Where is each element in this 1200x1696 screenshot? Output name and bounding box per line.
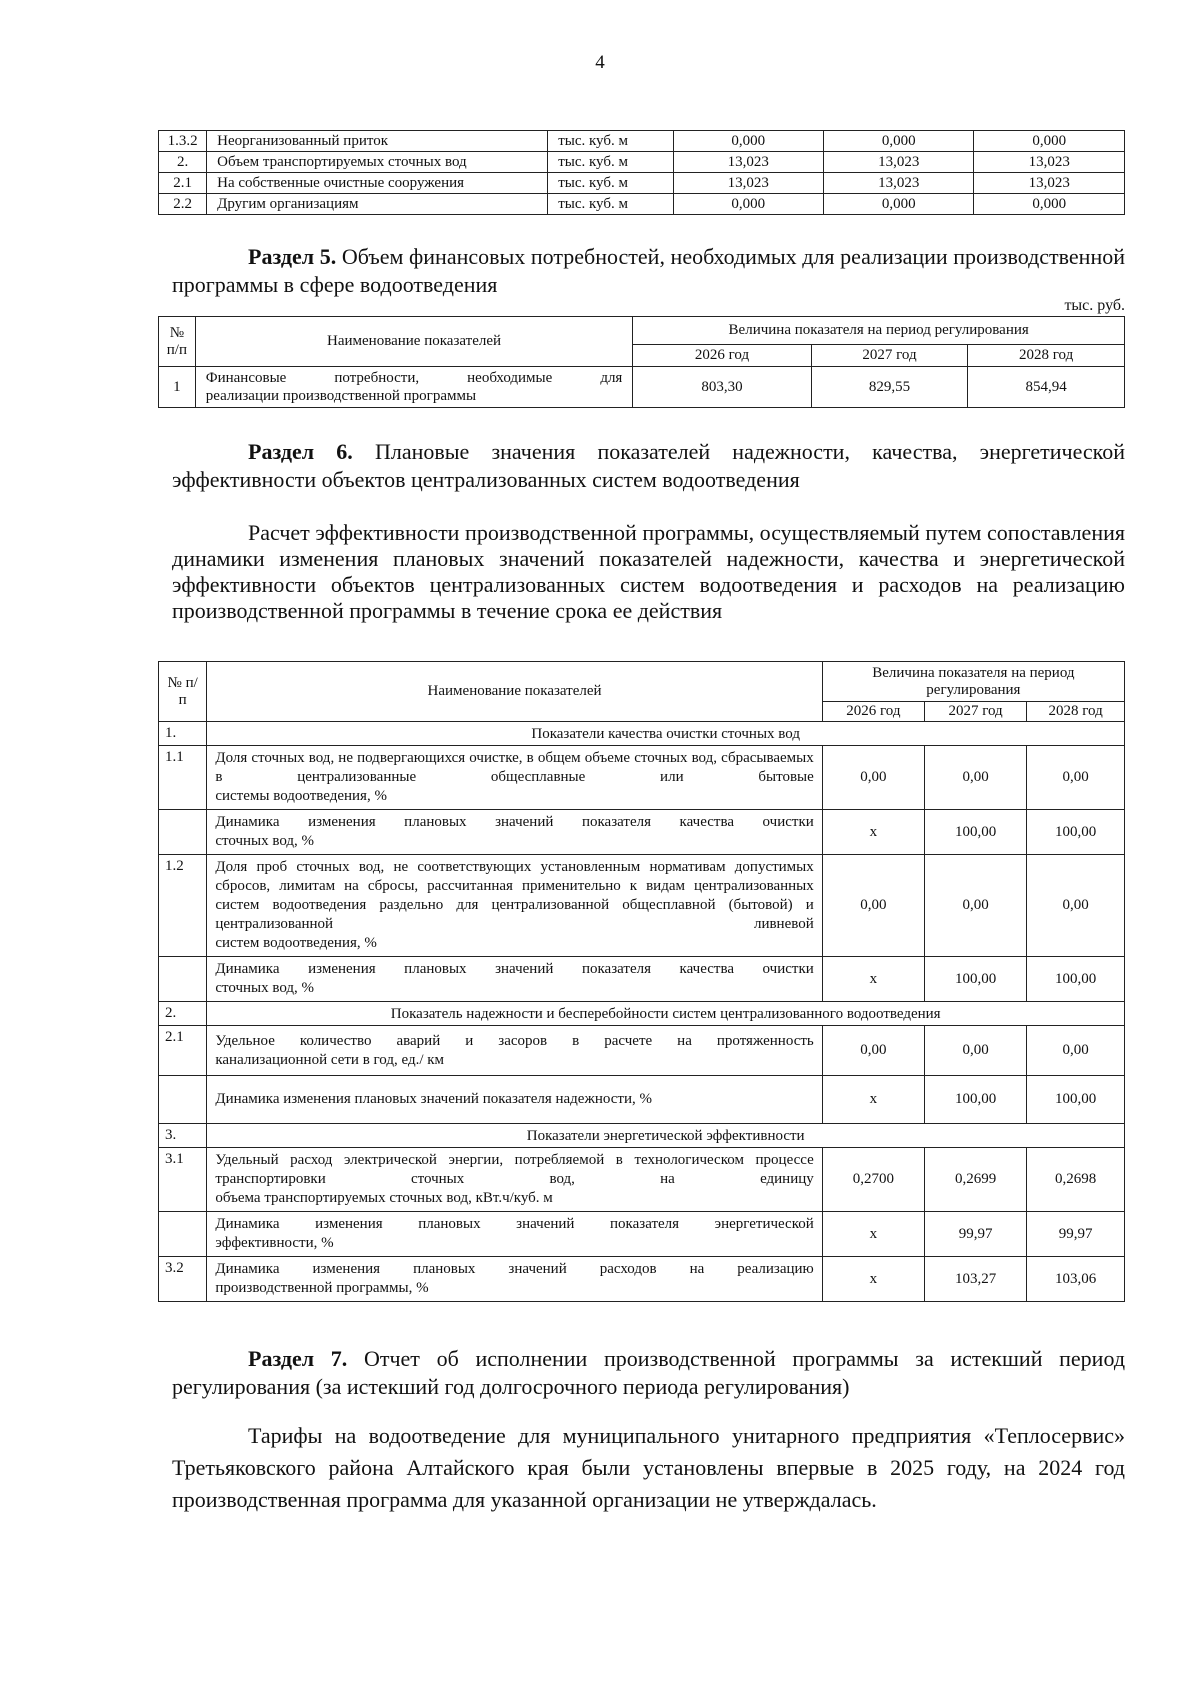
cell-v3: 0,000: [974, 194, 1125, 215]
row-name: Удельное количество аварий и засоров в расчете на протяженность канализационной сети в год, ед./ км: [207, 1026, 822, 1076]
table-row: [159, 173, 1125, 194]
section5-heading: Раздел 5. Объем финансовых потребностей, необходимых для реализации производственной программы в сфере водоотведения: [172, 244, 1126, 297]
header-period: Величина показателя на период регулирования: [822, 662, 1124, 702]
year-2027: 2027 год: [811, 345, 968, 367]
row-num-empty: [159, 1212, 207, 1257]
section-num: 3.: [159, 1124, 207, 1148]
table-row: [159, 152, 1125, 173]
header-period: Величина показателя на период регулирования: [633, 317, 1125, 345]
section7-paragraph: Тарифы на водоотведение для муниципального унитарного предприятия «Теплосервис» Третьяковского района Алтайского края были установлены впервые в 2025 году, на 2024 год производственная программа для указанной организации не утверждалась.: [172, 1423, 1125, 1512]
year-2028: 2028 год: [968, 345, 1125, 367]
indicators-table: [158, 661, 1125, 1302]
cell-num: 1.3.2: [159, 131, 207, 152]
cell-num: 2.1: [159, 173, 207, 194]
value-2027: 0,00: [924, 1026, 1026, 1076]
header-name: Наименование показателей: [207, 662, 822, 722]
cell-v3: 13,023: [974, 173, 1125, 194]
section-title: Показатели энергетической эффективности: [207, 1124, 1125, 1148]
row-name: Динамика изменения плановых значений расходов на реализацию производственной программы, %: [207, 1257, 822, 1302]
section-num: 1.: [159, 722, 207, 746]
row-num: 3.2: [159, 1257, 207, 1302]
year-2028: 2028 год: [1027, 702, 1125, 722]
cell-unit: тыс. куб. м: [548, 152, 673, 173]
row-num: 1.1: [159, 746, 207, 810]
row-name: Динамика изменения плановых значений показателя надежности, %: [207, 1076, 822, 1124]
row-name: Доля проб сточных вод, не соответствующих установленным нормативам допустимых сбросов, лимитам на сбросы, рассчитанная применительно к видам централизованных систем водоотведения раздельно для централизованной общесплавной (бытовой) и централизованной ливневой систем водоотведения, %: [207, 855, 822, 957]
value-2028: 100,00: [1027, 1076, 1125, 1124]
section-title: Показатель надежности и бесперебойности систем централизованного водоотведения: [207, 1002, 1125, 1026]
value-2026: х: [822, 810, 924, 855]
section-num: 2.: [159, 1002, 207, 1026]
row-num-empty: [159, 1076, 207, 1124]
value-2028: 100,00: [1027, 810, 1125, 855]
value-2026: 0,2700: [822, 1148, 924, 1212]
value-2027: 100,00: [924, 957, 1026, 1002]
header-num: № п/п: [159, 662, 207, 722]
value-2027: 0,00: [924, 746, 1026, 810]
row-name: Удельный расход электрической энергии, потребляемой в технологическом процессе транспортировки сточных вод, на единицу объема транспортируемых сточных вод, кВт.ч/куб. м: [207, 1148, 822, 1212]
section7-heading: Раздел 7. Отчет об исполнении производственной программы за истекший период регулирования (за истекший год долгосрочного периода регулирования): [172, 1346, 1126, 1399]
value-2028: 0,00: [1027, 746, 1125, 810]
value-2027: 103,27: [924, 1257, 1026, 1302]
value-2028: 0,00: [1027, 1026, 1125, 1076]
row-name: Финансовые потребности, необходимые для реализации производственной программы: [195, 367, 633, 408]
value-2026: х: [822, 1076, 924, 1124]
cell-name: Неорганизованный приток: [207, 131, 548, 152]
page-number: 4: [595, 52, 605, 73]
header-num: № п/п: [159, 317, 196, 367]
row-name: Динамика изменения плановых значений показателя энергетической эффективности, %: [207, 1212, 822, 1257]
value-2026: 0,00: [822, 1026, 924, 1076]
row-name: Динамика изменения плановых значений показателя качества очистки сточных вод, %: [207, 810, 822, 855]
row-value-2028: 854,94: [968, 367, 1125, 408]
value-2027: 0,2699: [924, 1148, 1026, 1212]
value-2027: 99,97: [924, 1212, 1026, 1257]
row-value-2026: 803,30: [633, 367, 811, 408]
row-value-2027: 829,55: [811, 367, 968, 408]
cell-v2: 0,000: [824, 131, 974, 152]
section-title: Показатели качества очистки сточных вод: [207, 722, 1125, 746]
value-2026: 0,00: [822, 855, 924, 957]
section6-heading: Раздел 6. Плановые значения показателей надежности, качества, энергетической эффективности объектов централизованных систем водоотведения: [172, 439, 1125, 492]
cell-v1: 13,023: [673, 173, 823, 194]
year-2027: 2027 год: [924, 702, 1026, 722]
finance-table: [158, 316, 1125, 408]
value-2026: х: [822, 1212, 924, 1257]
volume-table: [158, 130, 1125, 215]
value-2028: 100,00: [1027, 957, 1125, 1002]
row-name: Динамика изменения плановых значений показателя качества очистки сточных вод, %: [207, 957, 822, 1002]
value-2026: х: [822, 1257, 924, 1302]
value-2027: 0,00: [924, 855, 1026, 957]
section6-paragraph: Расчет эффективности производственной программы, осуществляемый путем сопоставления динамики изменения плановых значений показателей надежности, качества и энергетической эффективности объектов централизованных систем водоотведения и расходов на реализацию производственной программы в течение срока ее действия: [172, 520, 1125, 623]
cell-num: 2.: [159, 152, 207, 173]
cell-v2: 0,000: [824, 194, 974, 215]
cell-v2: 13,023: [824, 173, 974, 194]
value-2028: 0,00: [1027, 855, 1125, 957]
value-2026: х: [822, 957, 924, 1002]
cell-unit: тыс. куб. м: [548, 173, 673, 194]
row-num-empty: [159, 957, 207, 1002]
cell-num: 2.2: [159, 194, 207, 215]
header-name: Наименование показателей: [195, 317, 633, 367]
value-2028: 99,97: [1027, 1212, 1125, 1257]
cell-v1: 0,000: [673, 194, 823, 215]
table-row: [159, 131, 1125, 152]
row-num: 1.2: [159, 855, 207, 957]
section5-unit: тыс. руб.: [1064, 297, 1125, 314]
row-num-empty: [159, 810, 207, 855]
table-row: [159, 194, 1125, 215]
cell-name: На собственные очистные сооружения: [207, 173, 548, 194]
cell-name: Объем транспортируемых сточных вод: [207, 152, 548, 173]
row-name: Доля сточных вод, не подвергающихся очистке, в общем объеме сточных вод, сбрасываемых в централизованные общесплавные или бытовые системы водоотведения, %: [207, 746, 822, 810]
value-2026: 0,00: [822, 746, 924, 810]
cell-v3: 13,023: [974, 152, 1125, 173]
row-num: 3.1: [159, 1148, 207, 1212]
cell-v2: 13,023: [824, 152, 974, 173]
row-num: 2.1: [159, 1026, 207, 1076]
year-2026: 2026 год: [822, 702, 924, 722]
value-2028: 103,06: [1027, 1257, 1125, 1302]
cell-v1: 13,023: [673, 152, 823, 173]
value-2028: 0,2698: [1027, 1148, 1125, 1212]
cell-v3: 0,000: [974, 131, 1125, 152]
cell-v1: 0,000: [673, 131, 823, 152]
cell-unit: тыс. куб. м: [548, 131, 673, 152]
year-2026: 2026 год: [633, 345, 811, 367]
row-num: 1: [159, 367, 196, 408]
value-2027: 100,00: [924, 810, 1026, 855]
value-2027: 100,00: [924, 1076, 1026, 1124]
cell-name: Другим организациям: [207, 194, 548, 215]
cell-unit: тыс. куб. м: [548, 194, 673, 215]
